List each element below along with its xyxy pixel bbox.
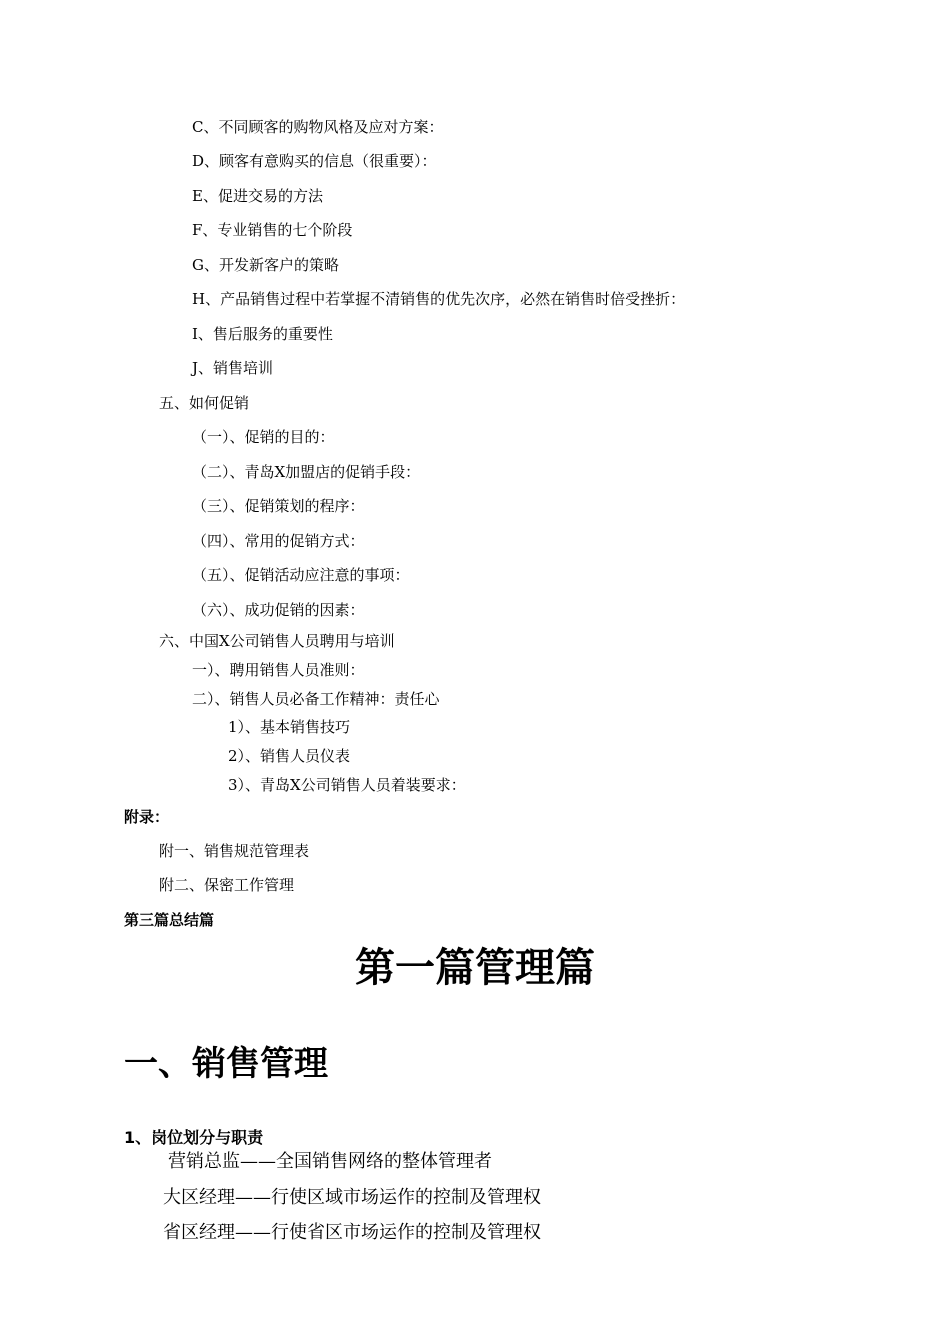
toc-s5-item-3: （三）、促销策划的程序：: [192, 497, 365, 515]
role-line-2: 大区经理——行使区域市场运作的控制及管理权: [163, 1187, 541, 1208]
toc-item-c: C、不同顾客的购物风格及应对方案：: [192, 118, 444, 136]
toc-appendix-2: 附二、保密工作管理: [159, 876, 295, 894]
toc-s5-item-6: （六）、成功促销的因素：: [192, 601, 365, 619]
toc-s5-item-2: （二）、青岛X加盟店的促销手段：: [192, 463, 421, 481]
toc-item-h: H、产品销售过程中若掌握不清销售的优先次序，必然在销售时倍受挫折：: [192, 290, 686, 308]
toc-item-f: F、专业销售的七个阶段: [192, 221, 353, 239]
role-line-3: 省区经理——行使省区市场运作的控制及管理权: [163, 1222, 541, 1243]
toc-s6-sub-2: 2）、销售人员仪表: [228, 747, 351, 765]
toc-section-6: 六、中国X公司销售人员聘用与培训: [159, 632, 395, 650]
role-line-1: 营销总监——全国销售网络的整体管理者: [168, 1151, 492, 1172]
part-title: 第一篇管理篇: [355, 945, 595, 991]
toc-s5-item-4: （四）、常用的促销方式：: [192, 532, 365, 550]
toc-s6-item-2: 二）、销售人员必备工作精神：责任心: [192, 690, 440, 708]
toc-s6-sub-3: 3）、青岛X公司销售人员着装要求：: [228, 776, 466, 794]
toc-s6-sub-1: 1）、基本销售技巧: [228, 718, 351, 736]
toc-appendix: 附录：: [124, 808, 170, 826]
toc-part-3: 第三篇总结篇: [124, 911, 215, 929]
toc-item-j: J、销售培训: [192, 359, 274, 377]
toc-s5-item-5: （五）、促销活动应注意的事项：: [192, 566, 410, 584]
toc-section-5: 五、如何促销: [159, 394, 250, 412]
toc-item-e: E、促进交易的方法: [192, 187, 323, 205]
toc-item-i: I、售后服务的重要性: [192, 325, 333, 343]
toc-s5-item-1: （一）、促销的目的：: [192, 428, 335, 446]
toc-item-g: G、开发新客户的策略: [192, 256, 339, 274]
toc-appendix-1: 附一、销售规范管理表: [159, 842, 310, 860]
toc-item-d: D、顾客有意购买的信息（很重要）：: [192, 152, 437, 170]
section-title: 1、岗位划分与职责: [124, 1128, 264, 1147]
chapter-title: 一、销售管理: [124, 1044, 328, 1084]
toc-s6-item-1: 一）、聘用销售人员准则：: [192, 661, 365, 679]
